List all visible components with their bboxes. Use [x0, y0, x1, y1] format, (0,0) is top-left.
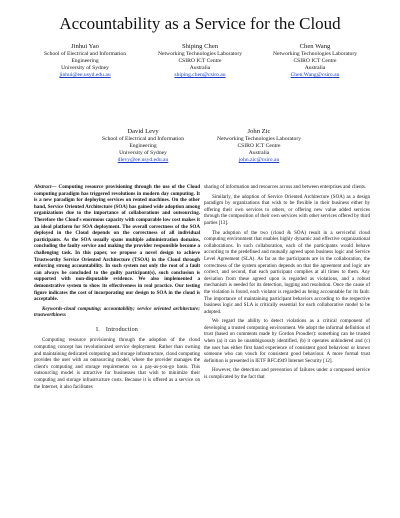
section-heading	[34, 327, 200, 334]
right-column	[204, 184, 370, 384]
author-name: Chen Wang	[299, 43, 331, 50]
abstract-paragraph	[34, 184, 200, 303]
left-column	[34, 184, 200, 393]
author-affiliation: University of Sydney	[119, 150, 167, 156]
author-affiliation: Australia	[304, 65, 326, 71]
author-affiliation: CSIRO ICT Centre	[237, 143, 281, 149]
author-affiliation: CSIRO ICT Centre	[178, 58, 222, 64]
abstract-label: Abstract—	[34, 184, 57, 190]
author-affiliation: School of Electrical and Information	[101, 136, 184, 142]
author-card	[194, 127, 324, 164]
author-name: David Levy	[127, 128, 159, 135]
author-email-link[interactable]: jinhui@ee.usyd.edu.au	[59, 72, 111, 78]
author-card	[78, 127, 208, 164]
body-paragraph: sharing of information and resources across and between enterprises and clients.	[204, 184, 367, 190]
author-affiliation: School of Electrical and Information	[43, 51, 126, 57]
author-card	[20, 42, 150, 79]
section-number: I.	[96, 326, 100, 333]
author-email-link[interactable]: dlevy@ee.usyd.edu.au	[117, 157, 169, 163]
author-affiliation: Networking Technologies Laboratory	[272, 51, 357, 57]
body-paragraph: The adoption of the two (cloud & SOA) result in a serviceful cloud computing environment that enables highly dynamic and effective organizational collaborations. In such collaboration, each of the participants would behave according to the predefined and mutually agreed upon business logic and Service Level Agreement (SLA). As far as the participants are in the collaboration, the correctness of the system operation depends on that the agreement and logic are correct, and second, that each participant complies at all times to them. Any deviation from these agreed upon is regarded as violations, and a robust mechanism is needed for its detection, logging and resolution. Once the cause of the violation is found, each violator is regarded as being accountable for its fault. The importance of maintaining participant behaviors according to the respective business logic and SLA is critically essential for each collaborative model to be adopted.	[204, 229, 370, 315]
author-name: Shiping Chen	[181, 43, 219, 50]
author-affiliation: Australia	[248, 150, 270, 156]
author-name: John Zic	[247, 128, 271, 135]
author-affiliation: CSIRO ICT Centre	[293, 58, 337, 64]
author-card	[135, 42, 265, 79]
body-paragraph: However, the detection and prevention of failures under a composed service is complicated by the fact that	[204, 367, 370, 381]
author-name: Jinhui Yao	[71, 43, 99, 50]
keywords-label: Keywords-	[42, 305, 64, 312]
keywords-paragraph	[34, 306, 200, 319]
section-title: Introduction	[105, 326, 138, 333]
paper-title: Accountability as a Service for the Cloud	[59, 14, 341, 33]
author-affiliation: University of Sydney	[61, 65, 109, 71]
author-email-link[interactable]: shiping.chen@csiro.au	[174, 72, 226, 78]
author-affiliation: Networking Technologies Laboratory	[216, 136, 301, 142]
body-paragraph: Similarly, the adoption of Service Oriented Architecture (SOA) as a design paradigm by organizations that wish to be flexible in their business either by offering their own services to others, or offering new value added services through the composition of their own services with other services offered by third parties [13].	[204, 193, 370, 226]
author-email-link[interactable]: john.zic@csiro.au	[238, 157, 280, 163]
body-paragraph: We regard the ability to detect violations as a critical component of developing a trusted computing environment. We adopt the informal definition of trust (based on comments made by Gordon Proudler): something can be trusted when (a) it can be unambiguously identified, (b) it operates unhindered and (c) the user has either first hand experience of consistent good behaviour or knows someone who can vouch for consistent good behaviour. A more formal trust definition is presented in IETF RFC4949 Internet Security [12].	[204, 318, 370, 364]
keywords-text: cloud computing; accountability; service oriented architecture; trustworthiness	[34, 305, 200, 319]
body-paragraph: Computing resource provisioning through the adoption of the cloud computing concept has revolutionized service deployment. Rather than owning and maintaining dedicated computing and storage infrastructure, cloud computing provides the user with an outsourcing model, where the provider manages the client's computing and storage requirements on a pay-as-you-go basis. This outsourcing model is attractive for businesses that wish to minimize their computing and storage infrastructure costs. Because it is offered as a service on the Internet, it also facilitates	[34, 337, 200, 390]
author-affiliation: Engineering	[129, 143, 157, 149]
author-affiliation: Networking Technologies Laboratory	[157, 51, 242, 57]
author-affiliation: Australia	[189, 65, 211, 71]
author-affiliation: Engineering	[71, 58, 99, 64]
author-email-link[interactable]: Chen.Wang@csiro.au	[290, 72, 340, 78]
abstract-text: Computing resource provisioning through the use of the Cloud computing paradigm has triggered revolutions in modern day computing. It is a new paradigm for deploying services on rented machines. On the other hand, Service Oriented Architecture (SOA) has gained wide adoption among organizations due to the importance of collaborations and outsourcing. Therefore the Cloud's enormous capacity with comparable low cost makes it an ideal platform for SOA deployment. The overall correctness of the SOA deployed in the Cloud depends on the correctness of all individual participants. As the SOA usually spans multiple administration domains, concluding the faulty service and making the provider responsible become a challenging task. In this paper, we propose a novel design to achieve Trustworthy Service Oriented Architecture (TSOA) in the Cloud through enforcing strong accountability. In such system not only the root of a fault can always be concluded to the guilty participant(s), such conclusion is supported with non-disputable evidence. We also implemented a demonstrative system to show its effectiveness in real practice. Our testing figure indicates the cost of incorporating our design to SOA in the cloud is acceptable.	[34, 184, 201, 303]
author-card	[250, 42, 380, 79]
